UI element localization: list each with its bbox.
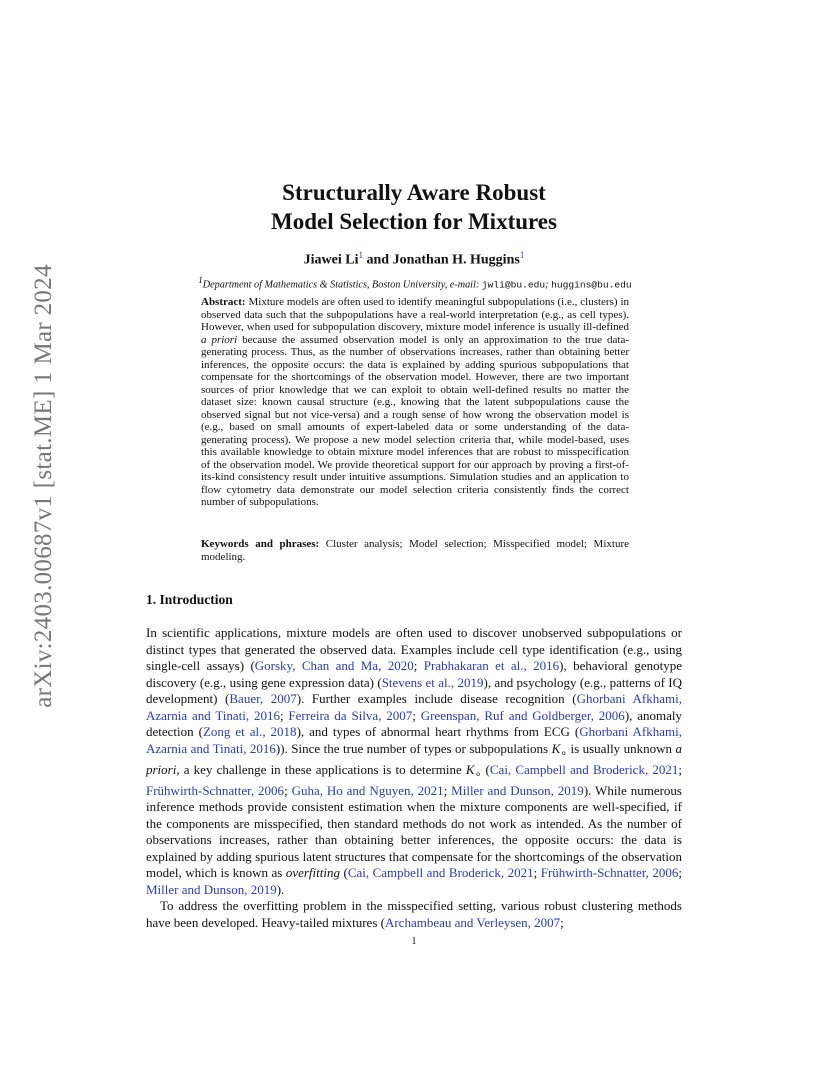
title-line-2: Model Selection for Mixtures xyxy=(271,209,557,234)
introduction-body xyxy=(146,625,682,931)
math-symbol: K xyxy=(465,761,475,777)
citation-link[interactable]: Frühwirth-Schnatter, 2006 xyxy=(540,865,679,881)
text: ( xyxy=(340,865,348,881)
section-heading-introduction: 1. Introduction xyxy=(146,592,233,607)
text: ( xyxy=(481,761,490,777)
citation-link[interactable]: Zong et al., 2018 xyxy=(202,724,297,739)
emphasis: overfitting xyxy=(285,865,340,881)
text: In scientific applications, mixture models are often used to discover unobserved subpopulations or distinct types that generated the observed data. Examples include cell type identification (e.g., using single-cell assays) ( xyxy=(146,625,682,673)
citation-link[interactable]: Ghorbani Afkhami, Azarnia and Tinati, 2016 xyxy=(146,691,682,723)
author-list xyxy=(180,250,648,269)
paragraph xyxy=(146,898,682,931)
text: ; xyxy=(443,782,452,798)
page-number: 1 xyxy=(411,936,417,947)
citation-link[interactable]: Prabhakaran et al., 2016 xyxy=(423,658,560,673)
citation-link[interactable]: Ghorbani Afkhami, Azarnia and Tinati, 2016 xyxy=(146,724,682,756)
text: ; xyxy=(678,761,682,777)
citation-link[interactable]: Stevens et al., 2019 xyxy=(381,674,484,690)
text: , a key challenge in these applications is to determine xyxy=(176,761,466,777)
keywords-text: Cluster analysis; Model selection; Misspecified model; Mixture modeling. xyxy=(201,538,629,563)
abstract-emphasis: a priori xyxy=(201,333,238,346)
citation-link[interactable]: Miller and Dunson, 2019 xyxy=(146,881,277,897)
citation-link[interactable]: Gorsky, Chan and Ma, 2020 xyxy=(254,658,414,673)
citation-link[interactable]: Greenspan, Ruf and Goldberger, 2006 xyxy=(420,707,625,723)
keywords-label: Keywords and phrases: xyxy=(201,538,320,550)
math-subscript: ∘ xyxy=(560,747,568,760)
text: ; xyxy=(412,707,421,723)
text: ), and types of abnormal heart rhythms from ECG ( xyxy=(296,724,580,739)
citation-link[interactable]: Cai, Campbell and Broderick, 2021 xyxy=(489,761,679,777)
math-symbol: K xyxy=(551,740,561,756)
abstract xyxy=(201,296,629,509)
text: )). Since the true number of types or subpopulations xyxy=(275,740,552,756)
abstract-text: because the assumed observation model is only an approximation to the true data-generating process. Thus, as the number of observations increases, rather than obtaining better inferences, the opposite occurs: the data is explained by adding spurious subpopulations that compensate for the shortcomings of the observation model. However, there are two important sources of prior knowledge that we can exploit to obtain well-defined results no matter the dataset size: known causal structure (e.g., knowing that the latent subpopulations cause the observed signal but not vice-versa) and a rough sense of how wrong the observation model is (e.g., based on small amounts of expert-labeled data or some understanding of the data-generating process). We propose a new model selection criteria that, while model-based, uses this available knowledge to obtain mixture model inferences that are robust to misspecification of the observation model. We provide theoretical support for our approach by proving a first-of-its-kind consistency result under intuitive assumptions. Simulation studies and an application to flow cytometry data demonstrate our model selection criteria consistently finds the correct number of subpopulations. xyxy=(201,333,629,508)
citation-link[interactable]: Bauer, 2007 xyxy=(229,691,297,706)
citation-link[interactable]: Cai, Campbell and Broderick, 2021 xyxy=(347,865,534,881)
text: ). While numerous inference methods provide consistent estimation when the mixture components are well-specified, if the components are misspecified, then standard methods do not work as intended. As the number of observations increases, rather than obtaining better inferences, the opposite occurs: the data is explained by adding spurious latent structures that compensate for the shortcomings of the observation model, which is known as xyxy=(146,782,682,881)
abstract-label: Abstract: xyxy=(201,296,246,308)
text: ). Further examples include disease recognition ( xyxy=(296,691,577,706)
arxiv-id-text: arXiv:2403.00687v1 [stat.ME] 1 Mar 2024 xyxy=(30,264,57,708)
citation-link[interactable]: Archambeau and Verleysen, 2007 xyxy=(384,914,561,930)
keywords xyxy=(201,538,629,563)
author-name: Jiawei Li xyxy=(303,252,359,268)
paper-title xyxy=(180,178,648,236)
abstract-text: Mixture models are often used to identify meaningful subpopulations (i.e., clusters) in observed data such that the subpopulations have a real-world interpretation (e.g., as cell types). However, when used for subpopulation discovery, mixture model inference is usually ill-defined xyxy=(201,296,629,333)
affiliation-text: Department of Mathematics & Statistics, Boston University, e-mail: xyxy=(202,279,482,291)
text: ; xyxy=(678,865,682,881)
affiliation-marker[interactable]: 1 xyxy=(358,250,364,260)
text: ), anomaly detection ( xyxy=(146,707,682,739)
text: ; xyxy=(560,914,564,930)
text: ; xyxy=(533,865,541,881)
emphasis: a priori xyxy=(146,740,682,777)
affiliation-number: 1 xyxy=(198,275,203,285)
text: ). xyxy=(276,881,285,897)
paragraph xyxy=(146,625,682,898)
affiliation-marker[interactable]: 1 xyxy=(519,250,525,260)
text: ; xyxy=(279,707,289,723)
arxiv-identifier-stamp xyxy=(14,264,74,708)
text: To address the overfitting problem in the misspecified setting, various robust clustering methods have been developed. Heavy-tailed mixtures ( xyxy=(146,898,682,930)
author-separator: and xyxy=(363,252,393,268)
title-line-1: Structurally Aware Robust xyxy=(282,180,546,205)
citation-link[interactable]: Guha, Ho and Nguyen, 2021 xyxy=(291,782,444,798)
affiliation xyxy=(150,275,680,290)
citation-link[interactable]: Miller and Dunson, 2019 xyxy=(451,782,584,798)
author-name: Jonathan H. Huggins xyxy=(392,252,520,268)
email: huggins@bu.edu xyxy=(551,279,632,291)
text: ), and psychology (e.g., patterns of IQ development) ( xyxy=(146,674,682,706)
text: ; xyxy=(284,782,292,798)
email-separator: ; xyxy=(545,279,552,291)
math-subscript: ∘ xyxy=(474,768,482,781)
email: jwli@bu.edu xyxy=(481,279,546,291)
text: ; xyxy=(413,658,424,673)
citation-link[interactable]: Ferreira da Silva, 2007 xyxy=(288,707,413,723)
text: is usually unknown xyxy=(567,740,676,756)
text: ), behavioral genotype discovery (e.g., using gene expression data) ( xyxy=(146,658,682,690)
citation-link[interactable]: Frühwirth-Schnatter, 2006 xyxy=(146,782,285,798)
